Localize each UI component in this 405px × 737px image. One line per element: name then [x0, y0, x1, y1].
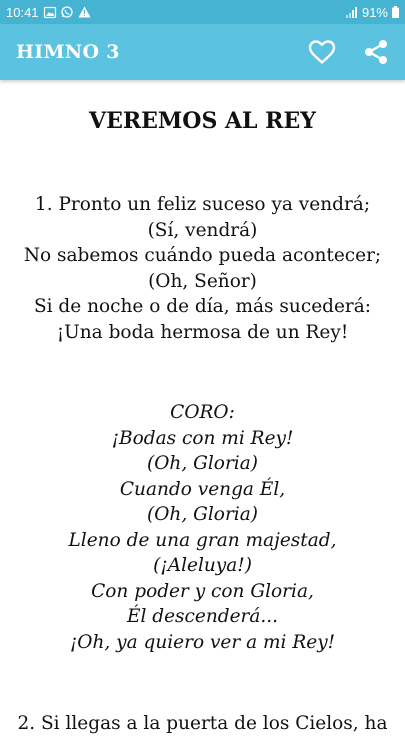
chorus-line: ¡Bodas con mi Rey! [111, 427, 294, 449]
chorus-line: Lleno de una gran majestad, [68, 529, 337, 551]
verse-line: (Sí, vendrá) [147, 219, 258, 241]
verse-line: 1. Pronto un feliz suceso ya vendrá; [34, 194, 371, 215]
verse-line: 2. Si llegas a la puerta de los Cielos, ha [17, 713, 388, 734]
share-button[interactable] [360, 36, 392, 68]
verse-line: Si de noche o de día, más sucederá: [33, 296, 372, 317]
status-time: 10:41 [6, 4, 39, 20]
status-bar [0, 0, 405, 24]
verse-line: (Oh, Señor) [148, 270, 257, 292]
hymn-content[interactable] [0, 80, 405, 734]
chorus-line: Con poder y con Gloria, [91, 580, 314, 602]
chorus-line: (Oh, Gloria) [147, 504, 258, 525]
chorus-line: (Oh, Gloria) [147, 453, 258, 474]
battery-percent: 91% [361, 4, 388, 20]
chorus-line: ¡Oh, ya quiero ver a mi Rey! [69, 631, 336, 653]
verse-1 [0, 192, 405, 345]
share-icon [363, 39, 389, 65]
status-left [6, 4, 91, 20]
hymn-title: VEREMOS AL REY [89, 108, 316, 134]
signal-icon [346, 7, 358, 18]
favorite-button[interactable] [306, 36, 338, 68]
verse-line: No sabemos cuándo pueda acontecer; [23, 245, 382, 266]
chorus-label: CORO: [170, 402, 235, 423]
chorus-line: Él descenderá... [126, 606, 279, 627]
alert-icon [78, 6, 91, 18]
chorus [0, 400, 405, 655]
heart-icon [308, 39, 336, 65]
battery-icon [392, 6, 399, 18]
verse-line: ¡Una boda hermosa de un Rey! [56, 321, 349, 343]
app-title: HIMNO 3 [16, 41, 120, 63]
chorus-line: (¡Aleluya!) [153, 555, 252, 576]
app-bar [0, 24, 405, 80]
status-right [346, 4, 399, 20]
verse-2 [0, 711, 405, 737]
whatsapp-icon [61, 6, 73, 18]
image-icon [44, 7, 56, 18]
chorus-line: Cuando venga Él, [119, 478, 286, 500]
